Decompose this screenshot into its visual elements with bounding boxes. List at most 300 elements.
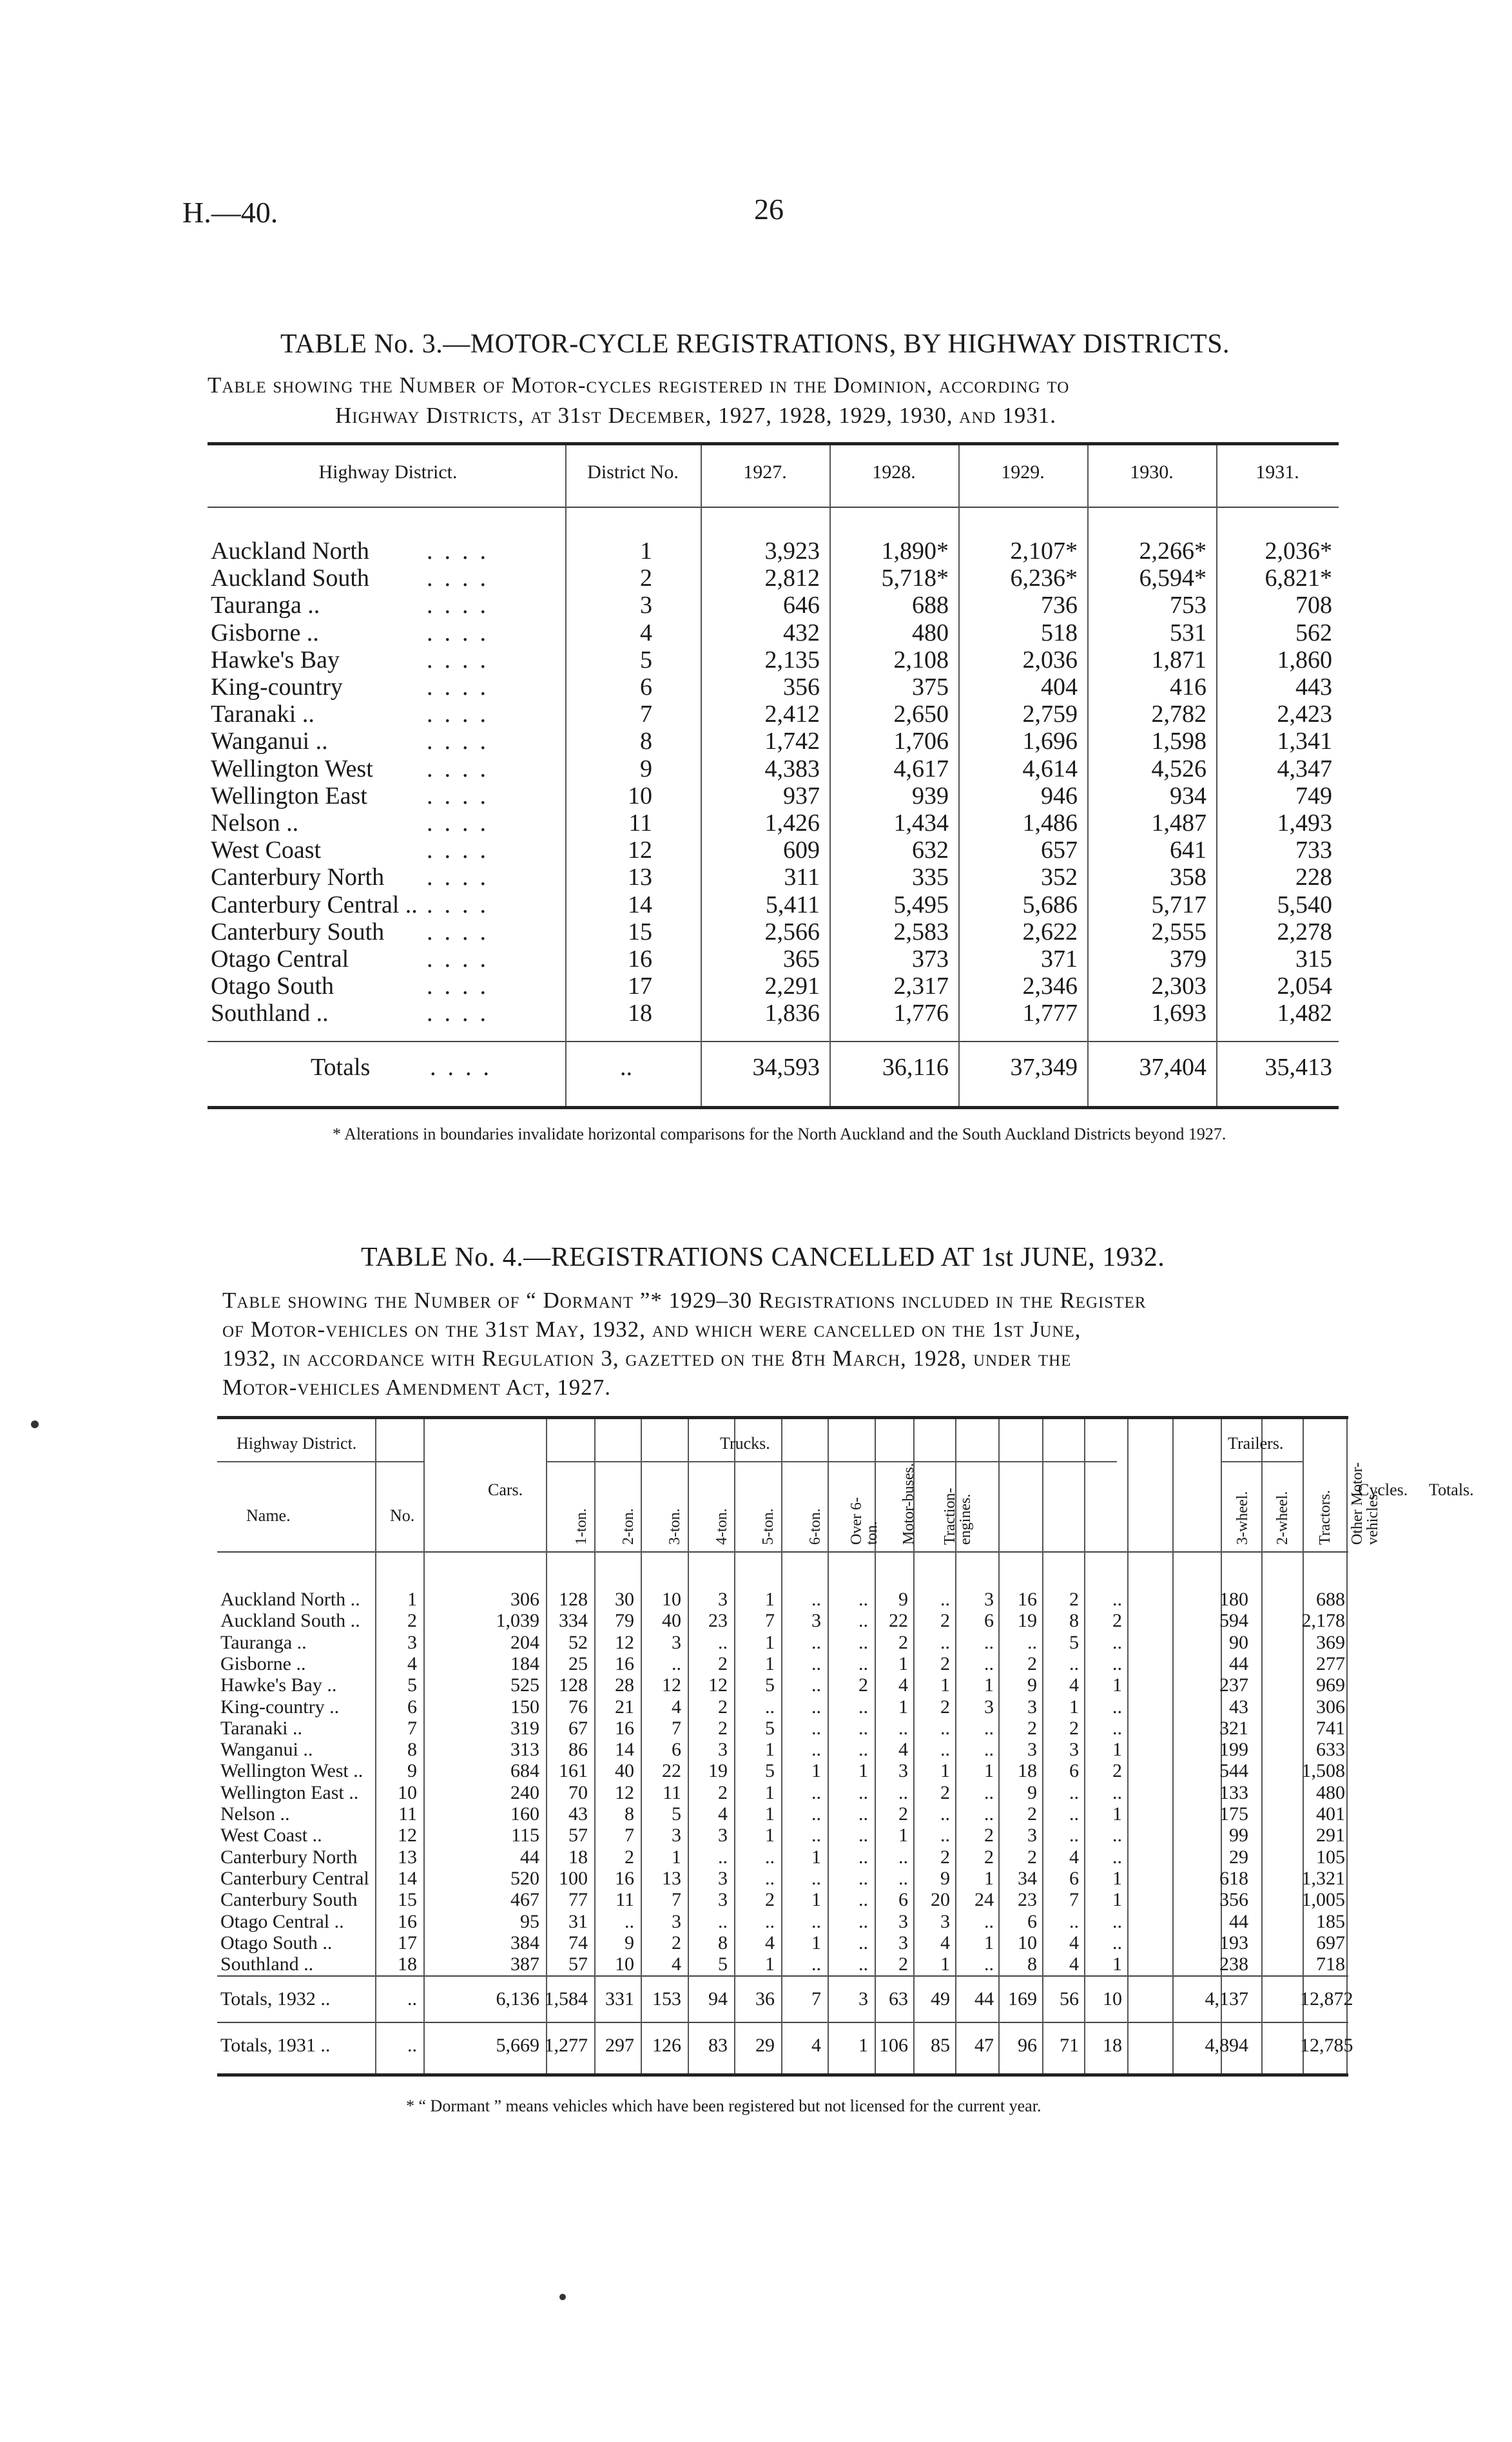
cell-value: 3 xyxy=(718,1867,728,1889)
cell-value: 2 xyxy=(1069,1717,1079,1739)
cell-value: 1 xyxy=(940,1953,950,1975)
column-header-4-ton: 4-ton. xyxy=(713,1508,730,1545)
table4-footnote: * “ Dormant ” means vehicles which have been registered but not licensed for the current year. xyxy=(406,2097,1042,2115)
table-row xyxy=(208,836,1339,863)
cell-value: 2 xyxy=(1027,1803,1037,1825)
district-name: Auckland North .. xyxy=(220,1589,360,1610)
cell-value: 5 xyxy=(672,1803,681,1825)
cell-value: 632 xyxy=(912,837,949,864)
cell-value: 10 xyxy=(1018,1932,1037,1953)
cell-value: .. xyxy=(858,1803,868,1825)
cell-value: 1 xyxy=(858,1760,868,1782)
cell-value: 688 xyxy=(1316,1589,1345,1610)
cell-value: 2,555 xyxy=(1151,918,1207,945)
cell-value: 736 xyxy=(1041,592,1078,619)
cell-value: 387 xyxy=(510,1953,539,1975)
leader-dots: .... xyxy=(427,701,498,728)
cell-value: 2 xyxy=(1027,1652,1037,1674)
cell-value: .. xyxy=(718,1846,728,1868)
district-name: King-country xyxy=(211,673,343,701)
cell-value: 379 xyxy=(1170,945,1207,973)
cell-value: 185 xyxy=(1316,1910,1345,1932)
cell-value: .. xyxy=(940,1631,950,1653)
column-header-2-ton: 2-ton. xyxy=(620,1508,637,1545)
cell-value: 291 xyxy=(1316,1825,1345,1846)
district-no: 12 xyxy=(628,837,652,864)
cell-value: 126 xyxy=(652,2035,681,2056)
cell-value: 19 xyxy=(708,1760,728,1782)
cell-value: .. xyxy=(1112,1631,1122,1653)
cell-value: .. xyxy=(984,1910,994,1932)
district-name: Canterbury Central .. xyxy=(211,891,418,918)
page-reference: H.—40. xyxy=(182,196,278,229)
cell-value: 2 xyxy=(984,1846,994,1868)
cell-value: 9 xyxy=(898,1589,908,1610)
district-name: Auckland North xyxy=(211,538,369,565)
cell-value: 23 xyxy=(1018,1889,1037,1911)
cell-value: 7 xyxy=(1069,1889,1079,1911)
header-rule xyxy=(217,1461,423,1462)
cell-value: 2,036* xyxy=(1265,538,1332,565)
cell-value: 57 xyxy=(568,1825,588,1846)
cell-value: 1,482 xyxy=(1277,1000,1332,1027)
table-row xyxy=(208,673,1339,700)
district-no: 2 xyxy=(407,1610,417,1632)
district-name: Canterbury North xyxy=(211,864,385,891)
cell-value: 3 xyxy=(811,1610,821,1632)
cell-value: 1 xyxy=(1112,1953,1122,1975)
cell-value: 2 xyxy=(718,1652,728,1674)
cell-value: 520 xyxy=(510,1867,539,1889)
cell-value: 133 xyxy=(1219,1781,1248,1803)
cell-value: 2 xyxy=(940,1781,950,1803)
cell-value: 10 xyxy=(662,1589,681,1610)
cell-value: 1 xyxy=(984,1867,994,1889)
column-header-1930: 1930. xyxy=(1130,461,1174,483)
cell-value: .. xyxy=(858,1889,868,1911)
cell-value: 2 xyxy=(940,1846,950,1868)
cell-value: 4 xyxy=(898,1674,908,1696)
cell-value: 306 xyxy=(510,1589,539,1610)
cell-value: 1 xyxy=(1112,1739,1122,1761)
cell-value: 1 xyxy=(811,1760,821,1782)
cell-value: 356 xyxy=(1219,1889,1248,1911)
cell-value: 2,566 xyxy=(764,918,820,945)
district-no: 7 xyxy=(407,1717,417,1739)
cell-value: 657 xyxy=(1041,837,1078,864)
cell-value: 4,526 xyxy=(1151,755,1207,782)
table-row xyxy=(217,1911,1348,1932)
cell-value: 297 xyxy=(605,2035,634,2056)
table-row xyxy=(208,646,1339,673)
column-header-1927: 1927. xyxy=(743,461,787,483)
cell-value: .. xyxy=(718,1910,728,1932)
table-row xyxy=(208,700,1339,727)
table-row xyxy=(217,1653,1348,1674)
cell-value: .. xyxy=(984,1953,994,1975)
district-name: Canterbury South xyxy=(220,1889,358,1911)
cell-value: 240 xyxy=(510,1781,539,1803)
cell-value: .. xyxy=(1112,1717,1122,1739)
cell-value: 1 xyxy=(765,1652,775,1674)
cell-value: 331 xyxy=(605,1988,634,2010)
cell-value: 3 xyxy=(718,1825,728,1846)
cell-value: 9 xyxy=(1027,1674,1037,1696)
cell-value: 937 xyxy=(783,782,820,809)
cell-value: .. xyxy=(1112,1932,1122,1953)
cell-value: 2,108 xyxy=(893,646,949,673)
table-row xyxy=(217,1718,1348,1739)
cell-value: 2,346 xyxy=(1022,973,1078,1000)
column-header-5-ton: 5-ton. xyxy=(760,1508,777,1545)
cell-value: .. xyxy=(1112,1589,1122,1610)
cell-value: .. xyxy=(858,1717,868,1739)
cell-value: 16 xyxy=(615,1652,634,1674)
table-row xyxy=(217,1589,1348,1610)
cell-value: 128 xyxy=(559,1589,588,1610)
cell-value: 688 xyxy=(912,592,949,619)
leader-dots: .... xyxy=(427,728,498,755)
leader-dots: .... xyxy=(427,945,498,973)
cell-value: 5 xyxy=(1069,1631,1079,1653)
cell-value: 6 xyxy=(898,1889,908,1911)
cell-value: 1,434 xyxy=(893,809,949,837)
cell-value: 3 xyxy=(984,1696,994,1718)
district-no: 15 xyxy=(628,918,652,945)
cell-value: 3 xyxy=(672,1825,681,1846)
cell-value: .. xyxy=(811,1825,821,1846)
leader-dots: .... xyxy=(427,646,498,673)
cell-value: 57 xyxy=(568,1953,588,1975)
cell-value: 684 xyxy=(510,1760,539,1782)
cell-value: 8 xyxy=(1069,1610,1079,1632)
table3-subtitle-2: Highway Districts, at 31st December, 1927, 1928, 1929, 1930, and 1931. xyxy=(335,403,1056,428)
total-1929: 37,349 xyxy=(1010,1054,1078,1081)
cell-value: .. xyxy=(1112,1825,1122,1846)
cell-value: 1 xyxy=(858,2035,868,2056)
cell-value: 11 xyxy=(615,1889,634,1911)
cell-value: 63 xyxy=(889,1988,908,2010)
cell-value: 3 xyxy=(672,1631,681,1653)
leader-dots: .... xyxy=(427,918,498,945)
cell-value: 199 xyxy=(1219,1739,1248,1761)
cell-value: 4 xyxy=(811,2035,821,2056)
district-no: 7 xyxy=(640,701,652,728)
cell-value: 94 xyxy=(708,1988,728,2010)
leader-dots: .... xyxy=(427,891,498,918)
cell-value: 86 xyxy=(568,1739,588,1761)
cell-value: 7 xyxy=(811,1988,821,2010)
cell-value: 365 xyxy=(783,945,820,973)
cell-value: 3 xyxy=(718,1589,728,1610)
cell-value: .. xyxy=(1027,1631,1037,1653)
cell-value: 5,411 xyxy=(765,891,820,918)
cell-value: 7 xyxy=(625,1825,634,1846)
cell-value: .. xyxy=(625,1910,634,1932)
district-name: Canterbury South xyxy=(211,918,385,945)
cell-value: 741 xyxy=(1316,1717,1345,1739)
cell-value: 2 xyxy=(940,1610,950,1632)
cell-value: 10 xyxy=(1103,1988,1122,2010)
cell-value: .. xyxy=(672,1652,681,1674)
cell-value: 90 xyxy=(1229,1631,1248,1653)
cell-value: .. xyxy=(1069,1910,1079,1932)
district-no: 17 xyxy=(628,973,652,1000)
cell-value: .. xyxy=(898,1781,908,1803)
cell-value: 618 xyxy=(1219,1867,1248,1889)
column-header-1931: 1931. xyxy=(1255,461,1299,483)
table-rule xyxy=(217,1416,1348,1419)
cell-value: 22 xyxy=(889,1610,908,1632)
table3-subtitle-1: Table showing the Number of Motor-cycles registered in the Dominion, according to xyxy=(208,373,1070,398)
cell-value: 518 xyxy=(1041,619,1078,646)
district-name: Auckland South .. xyxy=(220,1610,360,1632)
column-header-3-ton: 3-ton. xyxy=(666,1508,683,1545)
district-no: 6 xyxy=(640,673,652,701)
district-no: 17 xyxy=(398,1932,417,1953)
district-name: Gisborne .. xyxy=(211,619,319,646)
district-no: 14 xyxy=(628,891,652,918)
table-rule xyxy=(208,507,1339,508)
table-row xyxy=(217,1868,1348,1889)
cell-value: 352 xyxy=(1041,864,1078,891)
cell-value: 204 xyxy=(510,1631,539,1653)
district-no: 11 xyxy=(628,809,652,837)
cell-value: 85 xyxy=(931,2035,950,2056)
cell-value: .. xyxy=(940,1825,950,1846)
cell-value: 3 xyxy=(672,1910,681,1932)
table4 xyxy=(217,1416,1474,2086)
cell-value: 1 xyxy=(811,1932,821,1953)
table-rule xyxy=(217,1551,1348,1553)
cell-value: 161 xyxy=(559,1760,588,1782)
cell-value: .. xyxy=(811,1803,821,1825)
cell-value: 3 xyxy=(898,1760,908,1782)
cell-value: 1 xyxy=(898,1652,908,1674)
cell-value: 6 xyxy=(672,1739,681,1761)
cell-value: 2 xyxy=(1069,1589,1079,1610)
district-name: Wellington West .. xyxy=(220,1760,363,1782)
cell-value: 3 xyxy=(718,1889,728,1911)
table3-title: TABLE No. 3.—MOTOR-CYCLE REGISTRATIONS, BY HIGHWAY DISTRICTS. xyxy=(280,329,1230,359)
cell-value: 371 xyxy=(1041,945,1078,973)
district-name: West Coast .. xyxy=(220,1825,322,1846)
cell-value: 525 xyxy=(510,1674,539,1696)
cell-value: .. xyxy=(858,1867,868,1889)
cell-value: 4 xyxy=(1069,1953,1079,1975)
cell-value: 4,614 xyxy=(1022,755,1078,782)
cell-value: 40 xyxy=(615,1760,634,1782)
table-row xyxy=(217,1803,1348,1825)
table4-subtitle-4: Motor-vehicles Amendment Act, 1927. xyxy=(222,1375,612,1400)
cell-value: 467 xyxy=(510,1889,539,1911)
table-rule xyxy=(217,1975,1348,1977)
cell-value: 432 xyxy=(783,619,820,646)
cell-value: .. xyxy=(811,1631,821,1653)
cell-value: .. xyxy=(1112,1652,1122,1674)
district-name: Wellington West xyxy=(211,755,373,782)
cell-value: 1 xyxy=(984,1760,994,1782)
cell-value: 2,759 xyxy=(1022,701,1078,728)
cell-value: 375 xyxy=(912,673,949,701)
cell-value: 646 xyxy=(783,592,820,619)
column-header-highway: Highway District. xyxy=(237,1434,357,1453)
district-no: 5 xyxy=(407,1674,417,1696)
cell-value: 96 xyxy=(1018,2035,1037,2056)
totals-row xyxy=(208,1053,1339,1080)
cell-value: 1,584 xyxy=(544,1988,588,2010)
table-row xyxy=(208,727,1339,754)
cell-value: .. xyxy=(811,1674,821,1696)
table-row xyxy=(217,1846,1348,1868)
column-header-6-ton: 6-ton. xyxy=(807,1508,824,1545)
table-row xyxy=(217,1610,1348,1631)
table-row xyxy=(208,619,1339,646)
cell-value: 44 xyxy=(974,1988,994,2010)
cell-value: 175 xyxy=(1219,1803,1248,1825)
cell-value: 2 xyxy=(718,1696,728,1718)
district-no: .. xyxy=(407,2035,417,2056)
cell-value: 8 xyxy=(718,1932,728,1953)
cell-value: 238 xyxy=(1219,1953,1248,1975)
cell-value: 335 xyxy=(912,864,949,891)
district-no: 4 xyxy=(407,1652,417,1674)
cell-value: 1 xyxy=(1112,1803,1122,1825)
cell-value: 3 xyxy=(718,1739,728,1761)
cell-value: 2 xyxy=(1027,1846,1037,1868)
cell-value: .. xyxy=(858,1781,868,1803)
cell-value: 2,412 xyxy=(764,701,820,728)
cell-value: 2,812 xyxy=(764,565,820,592)
cell-value: .. xyxy=(811,1589,821,1610)
cell-value: 44 xyxy=(520,1846,539,1868)
cell-value: 708 xyxy=(1295,592,1332,619)
cell-value: 77 xyxy=(568,1889,588,1911)
district-name: Wellington East .. xyxy=(220,1781,359,1803)
cell-value: 277 xyxy=(1316,1652,1345,1674)
cell-value: 6 xyxy=(1069,1760,1079,1782)
cell-value: 29 xyxy=(1229,1846,1248,1868)
cell-value: 237 xyxy=(1219,1674,1248,1696)
leader-dots: .... xyxy=(427,837,498,864)
cell-value: 1,508 xyxy=(1301,1760,1345,1782)
cell-value: 3 xyxy=(898,1910,908,1932)
cell-value: 12,785 xyxy=(1300,2035,1353,2056)
column-header-other-motor-vehicles: Other Motor-vehicles. xyxy=(1349,1462,1381,1545)
header-rule xyxy=(546,1461,1117,1462)
cell-value: 18 xyxy=(1103,2035,1122,2056)
cell-value: 1,890* xyxy=(881,538,949,565)
district-name: Tauranga .. xyxy=(220,1631,307,1653)
cell-value: 56 xyxy=(1060,1988,1079,2010)
district-name: Otago Central .. xyxy=(220,1910,344,1932)
column-header-trucks: Trucks. xyxy=(720,1434,770,1453)
table4-subtitle-1: Table showing the Number of “ Dormant ”* 1929–30 Registrations included in the Register xyxy=(222,1288,1147,1313)
district-no: 11 xyxy=(398,1803,417,1825)
cell-value: 1,776 xyxy=(893,1000,949,1027)
cell-value: 14 xyxy=(615,1739,634,1761)
cell-value: 228 xyxy=(1295,864,1332,891)
cell-value: 1 xyxy=(765,1781,775,1803)
cell-value: 3 xyxy=(898,1932,908,1953)
cell-value: 8 xyxy=(625,1803,634,1825)
cell-value: 531 xyxy=(1170,619,1207,646)
table-rule xyxy=(208,1106,1339,1109)
cell-value: 1,598 xyxy=(1151,728,1207,755)
cell-value: 83 xyxy=(708,2035,728,2056)
cell-value: 13 xyxy=(662,1867,681,1889)
cell-value: .. xyxy=(1069,1825,1079,1846)
cell-value: 2 xyxy=(672,1932,681,1953)
cell-value: .. xyxy=(811,1717,821,1739)
cell-value: .. xyxy=(984,1781,994,1803)
cell-value: 1,777 xyxy=(1022,1000,1078,1027)
cell-value: 4 xyxy=(1069,1674,1079,1696)
cell-value: 480 xyxy=(1316,1781,1345,1803)
cell-value: .. xyxy=(858,1589,868,1610)
cell-value: .. xyxy=(984,1631,994,1653)
cell-value: 4 xyxy=(718,1803,728,1825)
cell-value: .. xyxy=(1069,1652,1079,1674)
table-row xyxy=(208,945,1339,972)
cell-value: 594 xyxy=(1219,1610,1248,1632)
district-name: Wanganui .. xyxy=(211,728,328,755)
cell-value: 4 xyxy=(898,1739,908,1761)
cell-value: .. xyxy=(718,1631,728,1653)
cell-value: 401 xyxy=(1316,1803,1345,1825)
district-name: Totals, 1931 .. xyxy=(220,2035,331,2056)
cell-value: 128 xyxy=(559,1674,588,1696)
district-name: Hawke's Bay xyxy=(211,646,340,673)
cell-value: 1,487 xyxy=(1151,809,1207,837)
district-name: Auckland South xyxy=(211,565,369,592)
cell-value: 2 xyxy=(718,1781,728,1803)
cell-value: .. xyxy=(1112,1910,1122,1932)
column-header-1929: 1929. xyxy=(1001,461,1045,483)
table-row xyxy=(217,1825,1348,1846)
table-row xyxy=(217,1932,1348,1953)
cell-value: 12 xyxy=(662,1674,681,1696)
cell-value: 313 xyxy=(510,1739,539,1761)
cell-value: 939 xyxy=(912,782,949,809)
cell-value: .. xyxy=(765,1846,775,1868)
cell-value: 3 xyxy=(1027,1739,1037,1761)
cell-value: 2 xyxy=(718,1717,728,1739)
cell-value: 6,236* xyxy=(1010,565,1078,592)
district-no: 10 xyxy=(628,782,652,809)
district-name: Nelson .. xyxy=(211,809,299,837)
cell-value: 1 xyxy=(672,1846,681,1868)
district-no: 8 xyxy=(640,728,652,755)
cell-value: 150 xyxy=(510,1696,539,1718)
cell-value: .. xyxy=(765,1867,775,1889)
cell-value: 373 xyxy=(912,945,949,973)
cell-value: 3 xyxy=(858,1988,868,2010)
cell-value: 416 xyxy=(1170,673,1207,701)
totals-no: .. xyxy=(620,1054,632,1081)
cell-value: 3 xyxy=(940,1910,950,1932)
cell-value: 3 xyxy=(1027,1825,1037,1846)
cell-value: 23 xyxy=(708,1610,728,1632)
cell-value: .. xyxy=(898,1846,908,1868)
district-no: 18 xyxy=(398,1953,417,1975)
table-row xyxy=(217,1739,1348,1760)
cell-value: 1 xyxy=(811,1889,821,1911)
cell-value: 2 xyxy=(1112,1760,1122,1782)
table-row xyxy=(208,999,1339,1026)
district-no: 6 xyxy=(407,1696,417,1718)
total-1927: 34,593 xyxy=(752,1054,820,1081)
